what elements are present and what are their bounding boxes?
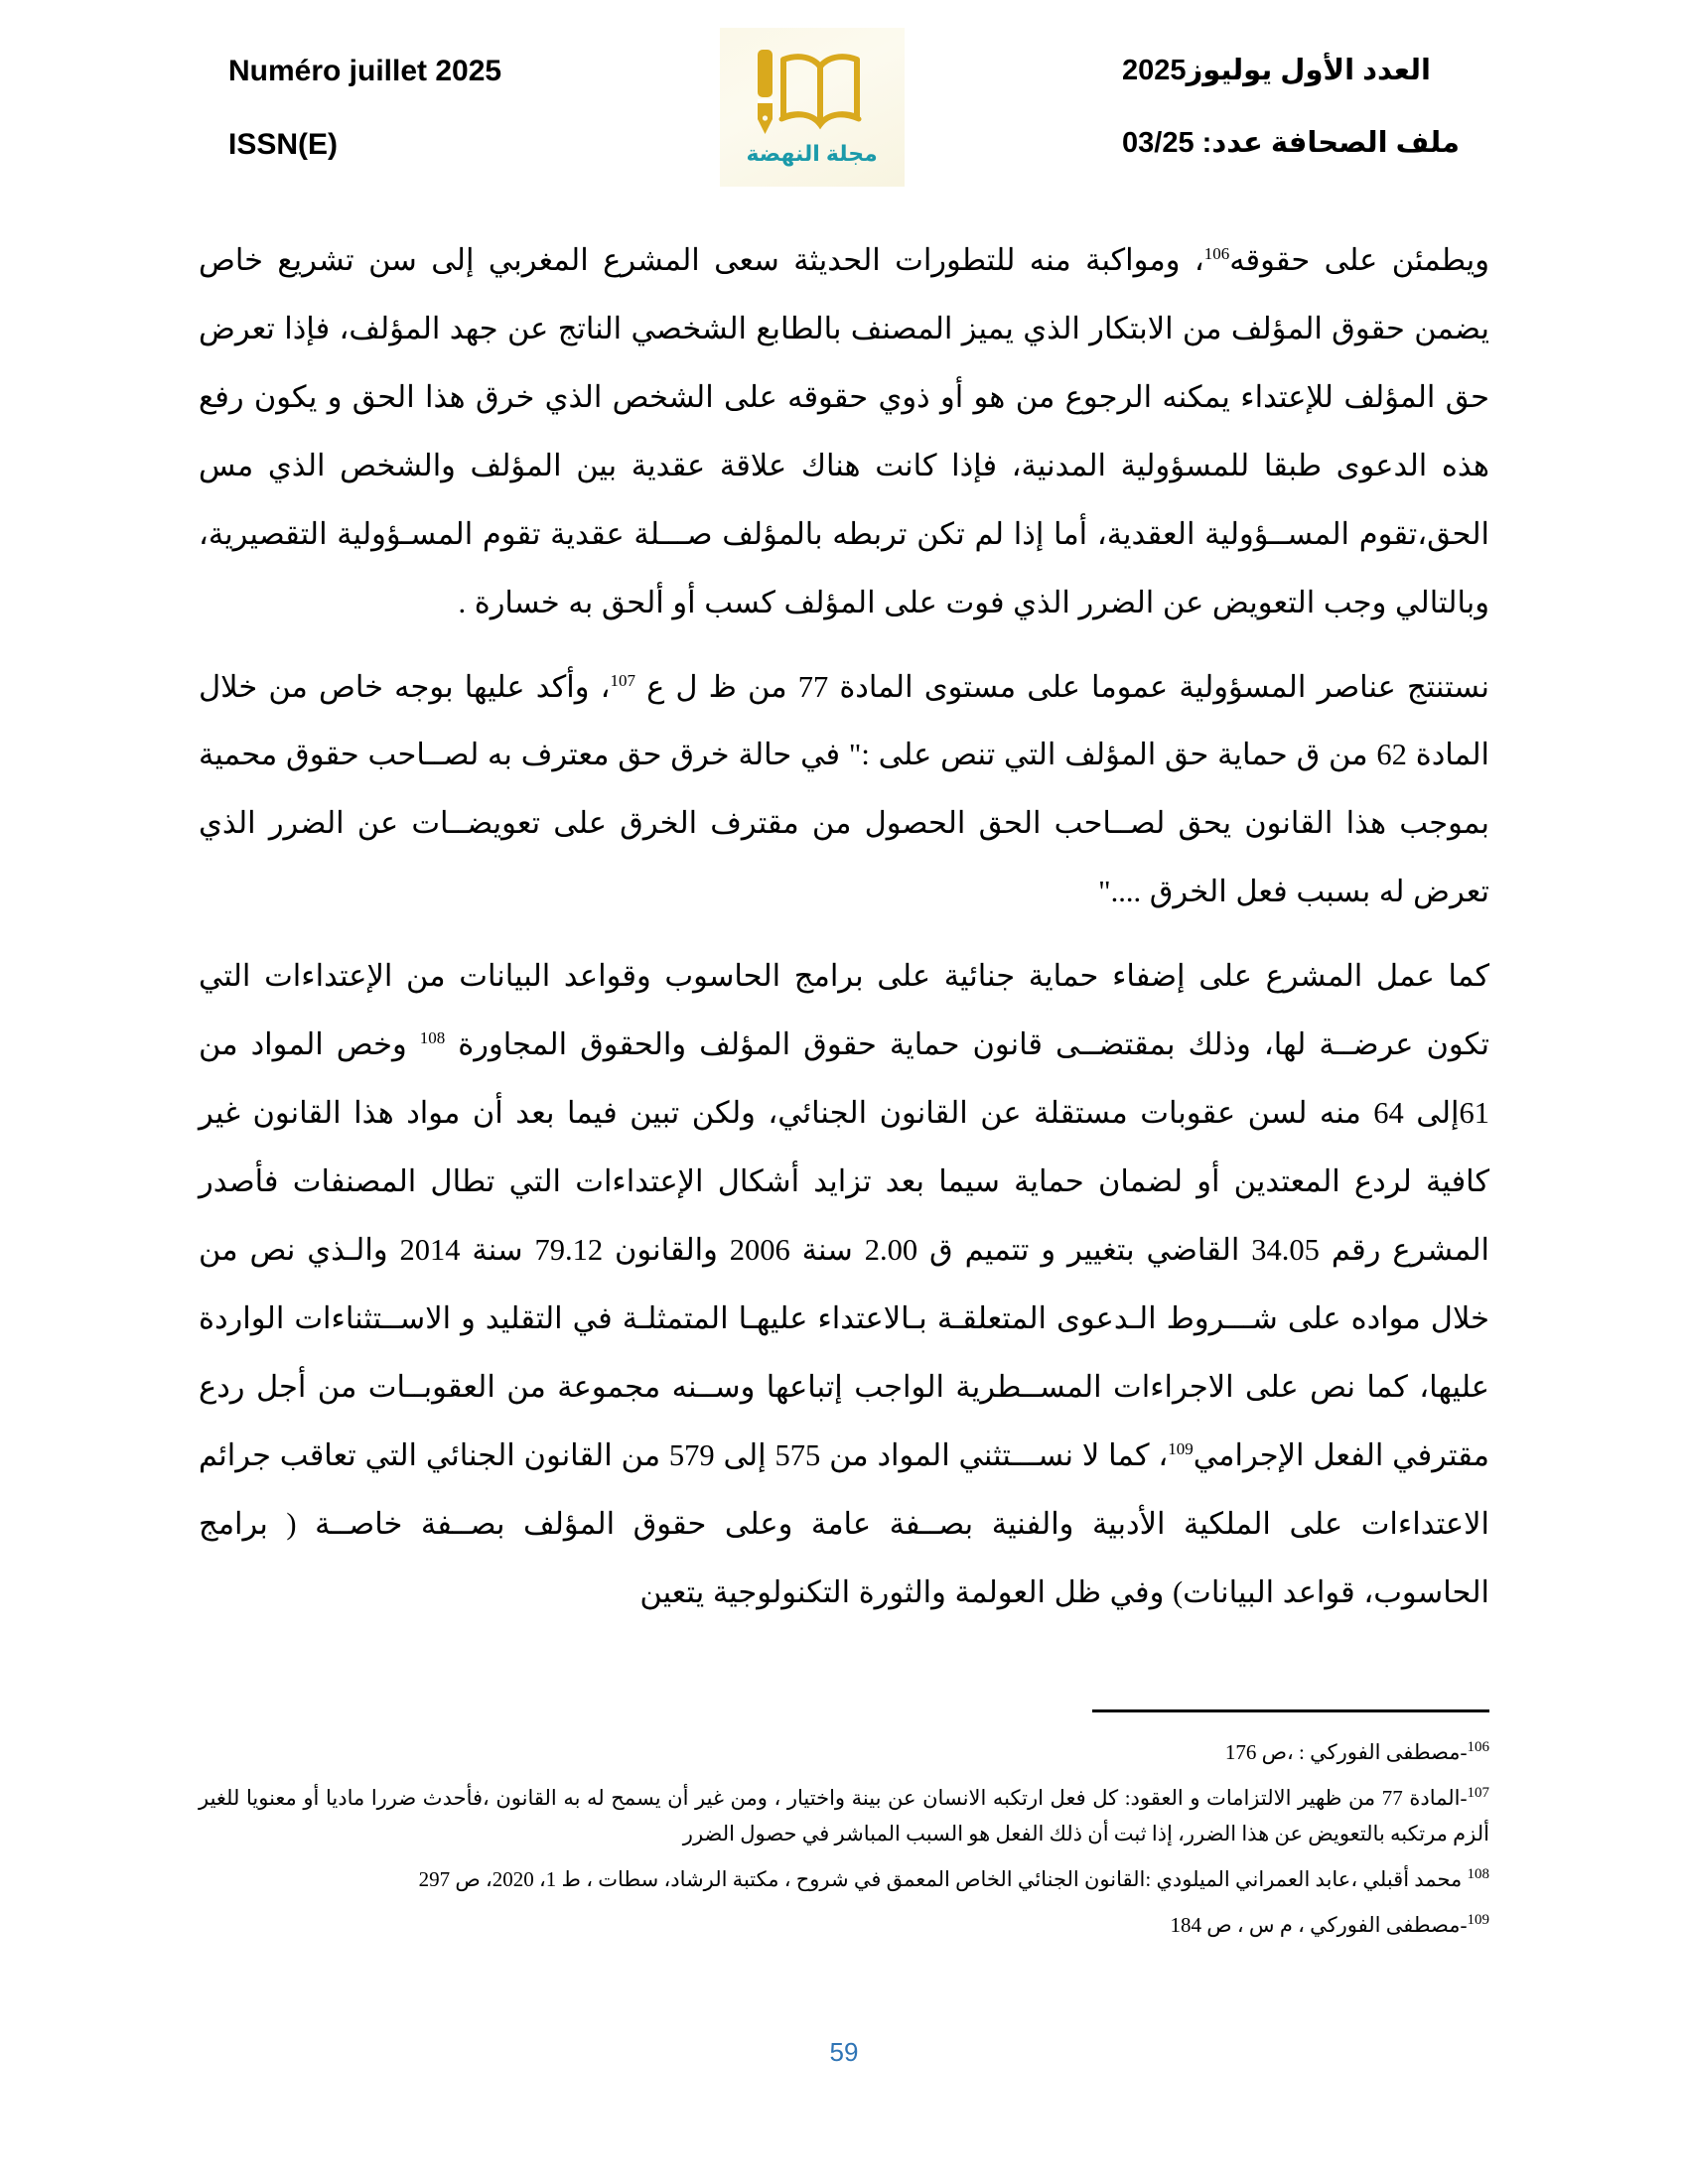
page-header bbox=[0, 28, 1688, 211]
footnote-item: $^{108}$ محمد أقبلي ،عابد العمراني الميلودي :القانون الجنائي الخاص المعمق في شروح ، مكتبة الرشاد، سطات ، ط 1، 2020، ص 297 bbox=[418, 1866, 1489, 1892]
header-left-column bbox=[228, 28, 501, 163]
press-file-number-arabic: ملف الصحافة عدد: 03/25 bbox=[1122, 126, 1460, 159]
footnote-marker: 109 bbox=[1168, 1438, 1194, 1458]
footnote-marker: 108 bbox=[419, 1027, 446, 1047]
document-body bbox=[199, 226, 1489, 1640]
footnote-marker: 107 bbox=[610, 670, 635, 690]
journal-logo-caption: مجلة النهضة bbox=[746, 141, 878, 166]
footnote-number: 108 bbox=[1467, 1866, 1489, 1883]
body-paragraph: ويطمئن على حقوقه$^{106}$، ومواكبة منه للتطورات الحديثة سعى المشرع المغربي إلى سن تشريع خاص يضمن حقوق المؤلف من الابتكار الذي يميز المصنف بالطابع الشخصي الناتج عن جهد المؤلف، فإذا تعرض حق المؤلف للإعتداء يمكنه الرجوع من هو أو ذوي حقوقه على الشخص الذي خرق هذا الحق و يكون رفع هذه الدعوى طبقا للمسؤولية المدنية، فإذا كانت هناك علاقة عقدية بين المؤلف والشخص الذي مس الحق،تقوم المســؤولية العقدية، أما إذا لم تكن تربطه بالمؤلف صـــلة عقدية تقوم المسـؤولية التقصيرية، وبالتالي وجب التعويض عن الضرر الذي فوت على المؤلف كسب أو ألحق به خسارة . bbox=[199, 243, 1489, 619]
header-right-column bbox=[1122, 28, 1460, 161]
journal-logo bbox=[720, 28, 905, 187]
footnote-number: 107 bbox=[1467, 1785, 1489, 1802]
page-number: 59 bbox=[829, 2037, 859, 2067]
footnote-number: 106 bbox=[1467, 1739, 1489, 1755]
body-paragraph: كما عمل المشرع على إضفاء حماية جنائية على برامج الحاسوب وقواعد البيانات من الإعتداءات التي تكون عرضــة لها، وذلك بمقتضــى قانون حماية حقوق المؤلف والحقوق المجاورة $^{108}$ وخص المواد من 61إلى 64 منه لسن عقوبات مستقلة عن القانون الجنائي، ولكن تبين فيما بعد أن مواد هذا القانون غير كافية لردع المعتدين أو لضمان حماية سيما بعد تزايد أشكال الإعتداءات التي تطال المصنفات فأصدر المشرع رقم 34.05 القاضي بتغيير و تتميم ق 2.00 سنة 2006 والقانون 79.12 سنة 2014 والـذي نص من خلال مواده على شـــروط الـدعوى المتعلقـة بـالاعتداء عليهـا المتمثلـة في التقليد و الاســتثناءات الواردة عليها، كما نص على الاجراءات المســطرية الواجب إتباعها وســنه مجموعة من العقوبــات من أجل ردع مقترفي الفعل الإجرامي$^{109}$، كما لا نســـتثني المواد من 575 إلى 579 من القانون الجنائي التي تعاقب جرائم الاعتداءات على الملكية الأدبية والفنية بصــفة عامة وعلى حقوق المؤلف بصــفة خاصــة ( برامج الحاسوب، قواعد البيانات) وفي ظل العولمة والثورة التكنولوجية يتعين bbox=[199, 959, 1489, 1609]
footnotes-section bbox=[199, 1709, 1489, 1954]
footnote-marker: 106 bbox=[1203, 243, 1230, 263]
issue-number-french: Numéro juillet 2025 bbox=[228, 55, 502, 87]
footnote-separator-rule bbox=[1092, 1709, 1489, 1712]
issn-label: ISSN(E) bbox=[228, 128, 339, 161]
footnote-item: $^{107}$-المادة 77 من ظهير الالتزامات و العقود: كل فعل ارتكبه الانسان عن بينة واختيار ، ومن غير أن يسمح له به القانون ،فأحدث ضررا ماديا أو معنويا للغير ألزم مرتكبه بالتعويض عن هذا الضرر، إذا ثبت أن ذلك الفعل هو السبب المباشر في حصول الضرر bbox=[199, 1785, 1489, 1846]
footnote-item: $^{109}$-مصطفى الفوركي ، م س ، ص 184 bbox=[1170, 1912, 1489, 1938]
footnote-number: 109 bbox=[1467, 1912, 1489, 1929]
body-paragraph: نستنتج عناصر المسؤولية عموما على مستوى المادة 77 من ظ ل ع $^{107}$، وأكد عليها بوجه خاص من خلال المادة 62 من ق حماية حق المؤلف التي تنص على :" في حالة خرق حق معترف به لصــاحب حقوق محمية بموجب هذا القانون يحق لصــاحب الحق الحصول من مقترف الخرق على تعويضــات عن الضرر الذي تعرض له بسبب فعل الخرق ...." bbox=[199, 669, 1489, 909]
issue-number-arabic: العدد الأول يوليوز2025 bbox=[1122, 55, 1431, 86]
footnote-item: $^{106}$-مصطفى الفوركي : ،ص 176 bbox=[1224, 1739, 1489, 1764]
book-and-pen-icon bbox=[738, 42, 887, 145]
